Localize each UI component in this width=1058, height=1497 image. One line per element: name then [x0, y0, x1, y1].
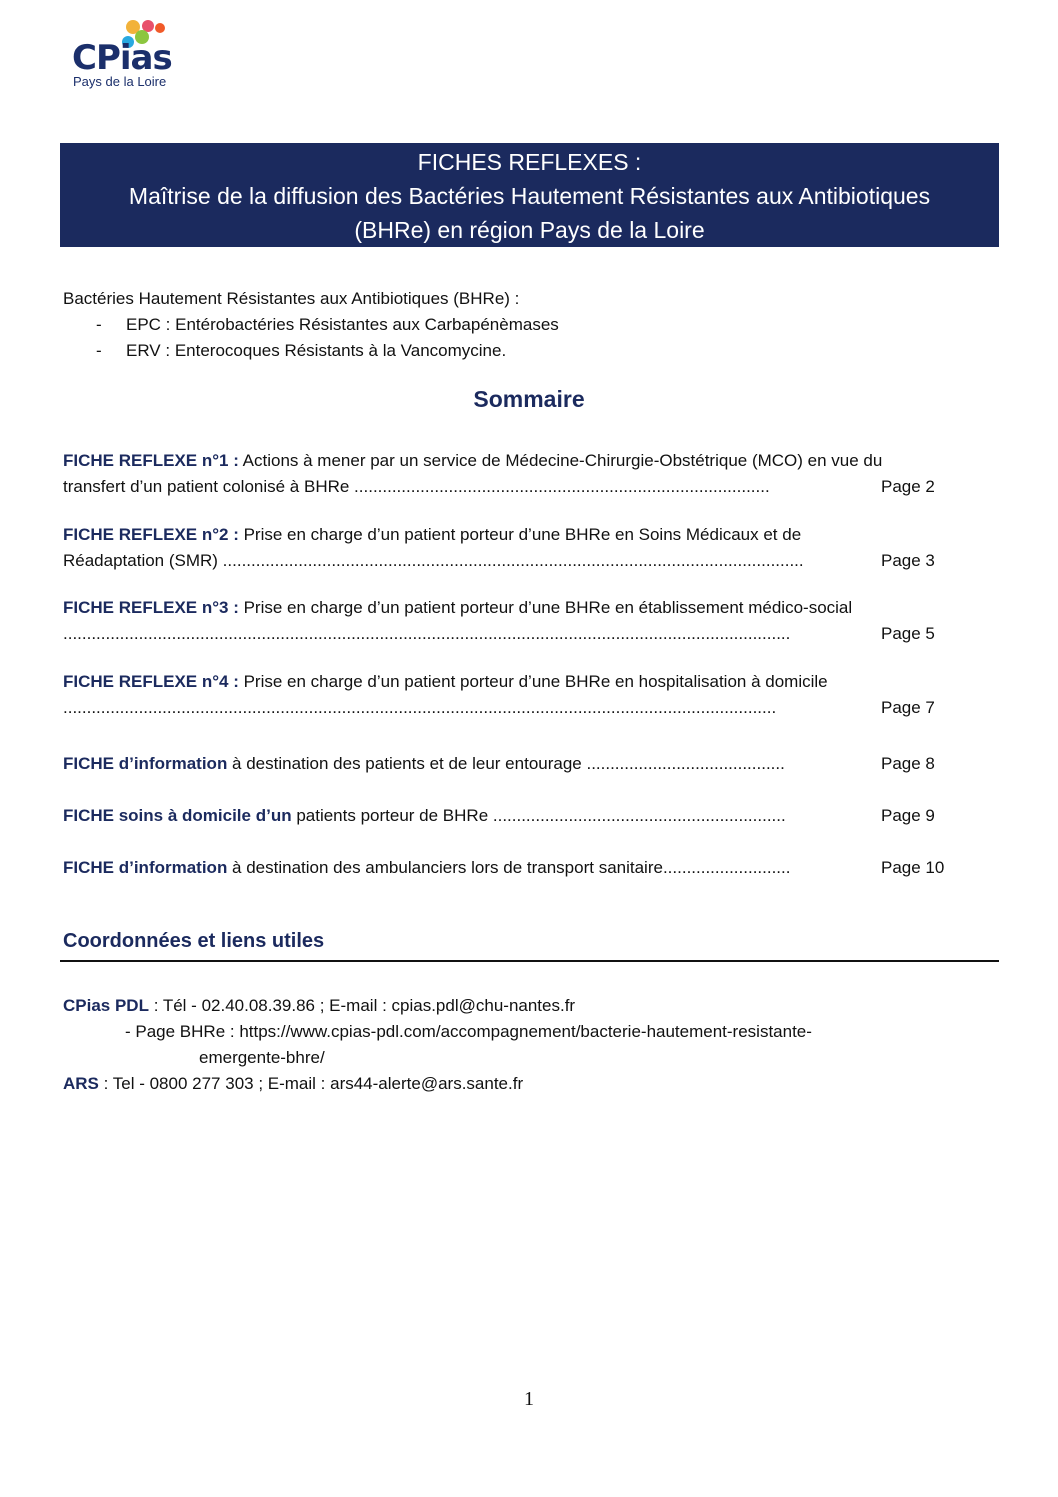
ars-contact-text[interactable]: : Tel - 0800 277 303 ; E-mail : ars44-alerte@ars.sante.fr [98, 1074, 524, 1093]
toc-entry-page: Page 3 [881, 551, 935, 570]
toc-entry-leader: ....................................................................................................................................................... [63, 698, 777, 717]
toc-entry-1[interactable] [63, 448, 996, 500]
toc-entry-6[interactable] [63, 803, 996, 829]
toc-entry-line-2 [63, 621, 996, 647]
toc-entry-page: Page 2 [881, 477, 935, 496]
banner-line-3 [60, 213, 999, 247]
intro-list [63, 312, 559, 364]
toc-entry-line-1 [63, 803, 996, 829]
toc-entry-7[interactable] [63, 855, 996, 881]
toc-entry-leader: Réadaptation (SMR) ........................................................................................................................... [63, 551, 804, 570]
toc-entry-text: à destination des ambulanciers lors de transport sanitaire........................... [227, 858, 791, 877]
toc-entry-text: Actions à mener par un service de Médecine-Chirurgie-Obstétrique (MCO) en vue du [238, 451, 883, 470]
intro-heading: Bactéries Hautement Résistantes aux Antibiotiques (BHRe) : [63, 289, 520, 308]
toc-entry-label: FICHE REFLEXE n°2 : [63, 525, 239, 544]
toc-entry-text: Prise en charge d’un patient porteur d’une BHRe en établissement médico-social [238, 598, 853, 617]
toc-entry-label: FICHE soins à domicile d’un [63, 806, 292, 825]
toc-entry-line-2 [63, 474, 996, 500]
toc-entry-label: FICHE d’information [63, 754, 228, 773]
cpias-contact-line [63, 993, 812, 1019]
toc-entry-page: Page 7 [881, 698, 935, 717]
list-dash: - [96, 341, 102, 360]
list-item-text: ERV : Enterocoques Résistants à la Vancomycine. [126, 341, 507, 360]
contacts-heading: Coordonnées et liens utiles [63, 930, 325, 952]
toc-entry-page: Page 8 [881, 754, 935, 773]
toc-entry-4[interactable] [63, 669, 996, 721]
toc-entry-text: à destination des patients et de leur entourage .......................................... [227, 754, 785, 773]
cpias-logo [70, 18, 190, 93]
toc-entry-3[interactable] [63, 595, 996, 647]
intro-block [63, 286, 559, 364]
banner-line-1: FICHES REFLEXES : [417, 149, 642, 175]
banner-line-3-bold: (BHRe) [354, 217, 432, 243]
toc-entry-label: FICHE REFLEXE n°4 : [63, 672, 239, 691]
list-item-text: EPC : Entérobactéries Résistantes aux Carbapénèmases [126, 315, 559, 334]
toc-entry-page: Page 9 [881, 806, 935, 825]
toc-entry-line-2 [63, 695, 996, 721]
toc-entry-leader: .......................................................................................................................................................... [63, 624, 791, 643]
logo-brand: CPias [72, 38, 172, 78]
toc-entry-line-1 [63, 522, 996, 548]
toc-entry-text: Prise en charge d’un patient porteur d’une BHRe en hospitalisation à domicile [238, 672, 828, 691]
sommaire-title: Sommaire [473, 386, 585, 412]
ars-contact-line [63, 1071, 812, 1097]
bhre-link-line-2[interactable]: emergente-bhre/ [199, 1048, 325, 1067]
toc-entry-label: FICHE REFLEXE n°3 : [63, 598, 239, 617]
toc-entry-2[interactable] [63, 522, 996, 574]
title-banner [60, 143, 999, 247]
list-item [63, 312, 559, 338]
toc-entry-line-1 [63, 751, 996, 777]
banner-line-2: Maîtrise de la diffusion des Bactéries Hautement Résistantes aux Antibiotiques [128, 183, 931, 209]
cpias-label: CPias PDL [63, 996, 149, 1015]
contacts-block [63, 993, 812, 1097]
banner-line-3-rest: en région Pays de la Loire [431, 217, 705, 243]
toc-entry-line-1 [63, 669, 996, 695]
toc-entry-text: patients porteur de BHRe .............................................................. [291, 806, 786, 825]
page-number: 1 [524, 1388, 534, 1410]
cpias-contact-text[interactable]: : Tél - 02.40.08.39.86 ; E-mail : cpias.pdl@chu-nantes.fr [148, 996, 576, 1015]
logo-subtitle: Pays de la Loire [73, 74, 167, 89]
list-item [63, 338, 559, 364]
toc-entry-page: Page 10 [881, 858, 945, 877]
toc-entry-page: Page 5 [881, 624, 935, 643]
toc-entry-line-1 [63, 448, 996, 474]
list-dash: - [96, 315, 102, 334]
toc-entry-5[interactable] [63, 751, 996, 777]
toc-entry-label: FICHE REFLEXE n°1 : [63, 451, 239, 470]
toc-entry-text: Prise en charge d’un patient porteur d’une BHRe en Soins Médicaux et de [238, 525, 802, 544]
heading-divider [60, 960, 999, 962]
toc-entry-line-1 [63, 855, 996, 881]
toc-entry-label: FICHE d’information [63, 858, 228, 877]
bhre-link-line-1[interactable]: - Page BHRe : https://www.cpias-pdl.com/accompagnement/bacterie-hautement-resistante- [125, 1022, 812, 1041]
toc-entry-line-2 [63, 548, 996, 574]
ars-label: ARS [63, 1074, 99, 1093]
toc-entry-leader: transfert d’un patient colonisé à BHRe ........................................................................................ [63, 477, 770, 496]
toc-entry-line-1 [63, 595, 996, 621]
